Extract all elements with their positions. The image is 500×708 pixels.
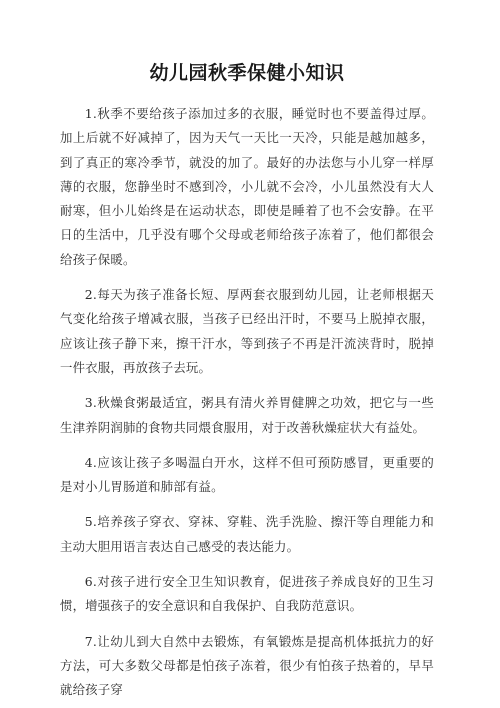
paragraph-7: 7.让幼儿到大自然中去锻炼，有氧锻炼是提高机体抵抗力的好方法，可大多数父母都是怕孩子冻着，很少有怕孩子热着的，早早就给孩子穿 [60,633,434,698]
paragraph-6: 6.对孩子进行安全卫生知识教育，促进孩子养成良好的卫生习惯，增强孩子的安全意识和自我保护、自我防范意识。 [60,574,434,614]
paragraph-5: 5.培养孩子穿衣、穿袜、穿鞋、洗手洗脸、擦汗等自理能力和主动大胆用语言表达自己感受的表达能力。 [60,514,434,554]
paragraph-1: 1.秋季不要给孩子添加过多的衣服，睡觉时也不要盖得过厚。加上后就不好减掉了，因为天气一天比一天冷，只能是越加越多，到了真正的寒冷季节，就没的加了。最好的办法您与小儿穿一样厚薄的衣服，您静坐时不感到冷，小儿就不会冷，小儿虽然没有大人耐寒，但小儿始终是在运动状态，即使是睡着了也不会安静。在平日的生活中，几乎没有哪个父母或老师给孩子冻着了，他们都很会给孩子保暖。 [60,106,434,267]
paragraph-3: 3.秋燥食粥最适宜，粥具有清火养胃健脾之功效，把它与一些生津养阴润肺的食物共同煨食服用，对于改善秋燥症状大有益处。 [60,395,434,435]
page-title: 幼儿园秋季保健小知识 [149,62,345,84]
paragraph-2: 2.每天为孩子准备长短、厚两套衣服到幼儿园，让老师根据天气变化给孩子增减衣服，当孩子已经出汗时，不要马上脱掉衣服，应该让孩子静下来，擦干汗水，等到孩子不再是汗流浃背时，脱掉一件衣服，再放孩子去玩。 [60,287,434,375]
paragraph-4: 4.应该让孩子多喝温白开水，这样不但可预防感冒，更重要的是对小儿胃肠道和肺部有益。 [60,454,434,495]
